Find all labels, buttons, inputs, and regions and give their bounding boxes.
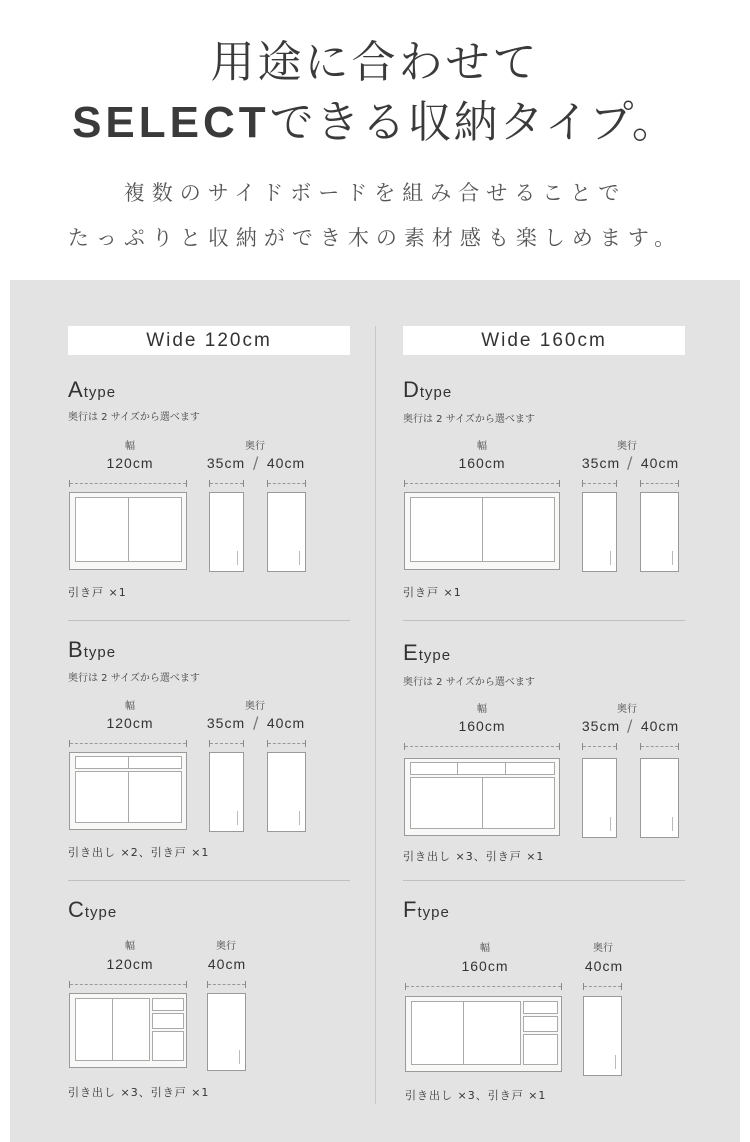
width-label: 幅 — [125, 941, 135, 952]
cabinet-front — [404, 758, 560, 836]
depth-label: 奥行 — [617, 441, 637, 452]
drawer — [523, 1001, 558, 1014]
depth-ruler — [640, 743, 679, 750]
width-ruler — [69, 480, 187, 487]
sliding-door — [410, 777, 483, 829]
slash: / — [627, 453, 633, 472]
cabinet-side-40 — [640, 492, 679, 572]
width-label: 幅 — [477, 704, 487, 715]
cabinet-side-40 — [267, 492, 306, 572]
sliding-door — [463, 1001, 521, 1065]
wide-120-heading: Wide 120cm — [68, 326, 350, 355]
drawer — [410, 762, 458, 775]
depth-ruler — [209, 480, 244, 487]
cabinet-side-40 — [267, 752, 306, 832]
drawer — [505, 762, 555, 775]
type-b-label: Btype — [68, 637, 117, 662]
type-e-label: Etype — [403, 640, 452, 665]
sliding-door — [410, 497, 483, 562]
type-a-caption: 引き戸 ×1 — [68, 586, 127, 599]
type-c-depth-40: 40cm — [207, 956, 247, 972]
depth-ruler — [583, 983, 622, 990]
type-d-width: 160cm — [458, 455, 506, 471]
title-line2-rest: できる収納タイプ。 — [269, 97, 678, 148]
lead-text-1: 複数のサイドボードを組み合せることで — [123, 181, 627, 205]
slash: / — [253, 453, 259, 472]
type-b-width: 120cm — [106, 715, 154, 731]
page-title-line1: 用途に合わせて — [210, 37, 540, 88]
type-c-caption: 引き出し ×3、引き戸 ×1 — [68, 1086, 210, 1099]
cabinet-front — [404, 492, 560, 570]
type-f-width: 160cm — [461, 958, 509, 974]
type-d-label: Dtype — [403, 377, 453, 402]
cabinet-side-35 — [209, 492, 244, 572]
width-ruler — [405, 983, 562, 990]
depth-label: 奥行 — [617, 704, 637, 715]
type-e-note: 奥行は 2 サイズから選べます — [403, 677, 535, 688]
separator — [403, 880, 685, 881]
depth-ruler — [267, 480, 306, 487]
cabinet-side-40 — [640, 758, 679, 838]
sliding-door — [482, 497, 555, 562]
page-title-line2 — [0, 86, 750, 150]
drawer — [457, 762, 506, 775]
slash: / — [627, 716, 633, 735]
wide-160-heading: Wide 160cm — [403, 326, 685, 355]
width-label: 幅 — [477, 441, 487, 452]
type-d-depth-40: 40cm — [640, 455, 680, 471]
depth-label: 奥行 — [245, 701, 265, 712]
cabinet-front — [69, 993, 187, 1068]
sliding-door — [128, 771, 182, 823]
cabinet-side-35 — [209, 752, 244, 832]
depth-label: 奥行 — [593, 943, 613, 954]
cabinet-front — [69, 492, 187, 570]
cabinet-front — [405, 996, 562, 1072]
width-ruler — [404, 480, 560, 487]
type-a-depth-35: 35cm — [206, 455, 246, 471]
type-b-note: 奥行は 2 サイズから選べます — [68, 673, 200, 684]
width-ruler — [69, 981, 187, 988]
type-f-depth-40: 40cm — [584, 958, 624, 974]
depth-ruler — [640, 480, 679, 487]
depth-label: 奥行 — [245, 441, 265, 452]
drawer — [128, 756, 182, 769]
type-f-caption: 引き出し ×3、引き戸 ×1 — [405, 1089, 547, 1102]
separator — [403, 620, 685, 621]
drawer — [75, 756, 129, 769]
depth-ruler — [582, 480, 617, 487]
type-a-depth-40: 40cm — [266, 455, 306, 471]
type-c-label: Ctype — [68, 897, 118, 922]
column-divider — [375, 326, 376, 1104]
cabinet-side-35 — [582, 492, 617, 572]
type-a-label: Atype — [68, 377, 117, 402]
width-label: 幅 — [125, 441, 135, 452]
drawer — [523, 1016, 558, 1032]
type-b-caption: 引き出し ×2、引き戸 ×1 — [68, 846, 210, 859]
drawer — [152, 1031, 184, 1061]
sliding-door — [75, 771, 129, 823]
separator — [68, 620, 350, 621]
type-d-caption: 引き戸 ×1 — [403, 586, 462, 599]
width-ruler — [404, 743, 560, 750]
type-a-width: 120cm — [106, 455, 154, 471]
type-e-depth-40: 40cm — [640, 718, 680, 734]
width-label: 幅 — [125, 701, 135, 712]
type-e-width: 160cm — [458, 718, 506, 734]
type-b-depth-40: 40cm — [266, 715, 306, 731]
depth-ruler — [582, 743, 617, 750]
lead-text-2: たっぷりと収納ができ木の素材感も楽しめます。 — [67, 226, 683, 250]
cabinet-side-40 — [207, 993, 246, 1071]
sliding-door — [128, 497, 182, 562]
type-c-width: 120cm — [106, 956, 154, 972]
sliding-door — [75, 998, 113, 1061]
type-e-caption: 引き出し ×3、引き戸 ×1 — [403, 850, 545, 863]
title-select-word: SELECT — [72, 98, 270, 147]
depth-ruler — [209, 740, 244, 747]
slash: / — [253, 713, 259, 732]
depth-label: 奥行 — [216, 941, 236, 952]
separator — [68, 880, 350, 881]
type-b-depth-35: 35cm — [206, 715, 246, 731]
type-d-depth-35: 35cm — [581, 455, 621, 471]
cabinet-front — [69, 752, 187, 830]
sliding-door — [411, 1001, 464, 1065]
cabinet-side-35 — [582, 758, 617, 838]
sliding-door — [75, 497, 129, 562]
cabinet-side-40 — [583, 996, 622, 1076]
type-f-label: Ftype — [403, 897, 450, 922]
width-ruler — [69, 740, 187, 747]
drawer — [152, 998, 184, 1011]
type-d-note: 奥行は 2 サイズから選べます — [403, 414, 535, 425]
sliding-door — [112, 998, 150, 1061]
width-label: 幅 — [480, 943, 490, 954]
type-e-depth-35: 35cm — [581, 718, 621, 734]
type-a-note: 奥行は 2 サイズから選べます — [68, 412, 200, 423]
drawer — [152, 1013, 184, 1029]
depth-ruler — [267, 740, 306, 747]
sliding-door — [482, 777, 555, 829]
depth-ruler — [207, 981, 246, 988]
drawer — [523, 1034, 558, 1065]
